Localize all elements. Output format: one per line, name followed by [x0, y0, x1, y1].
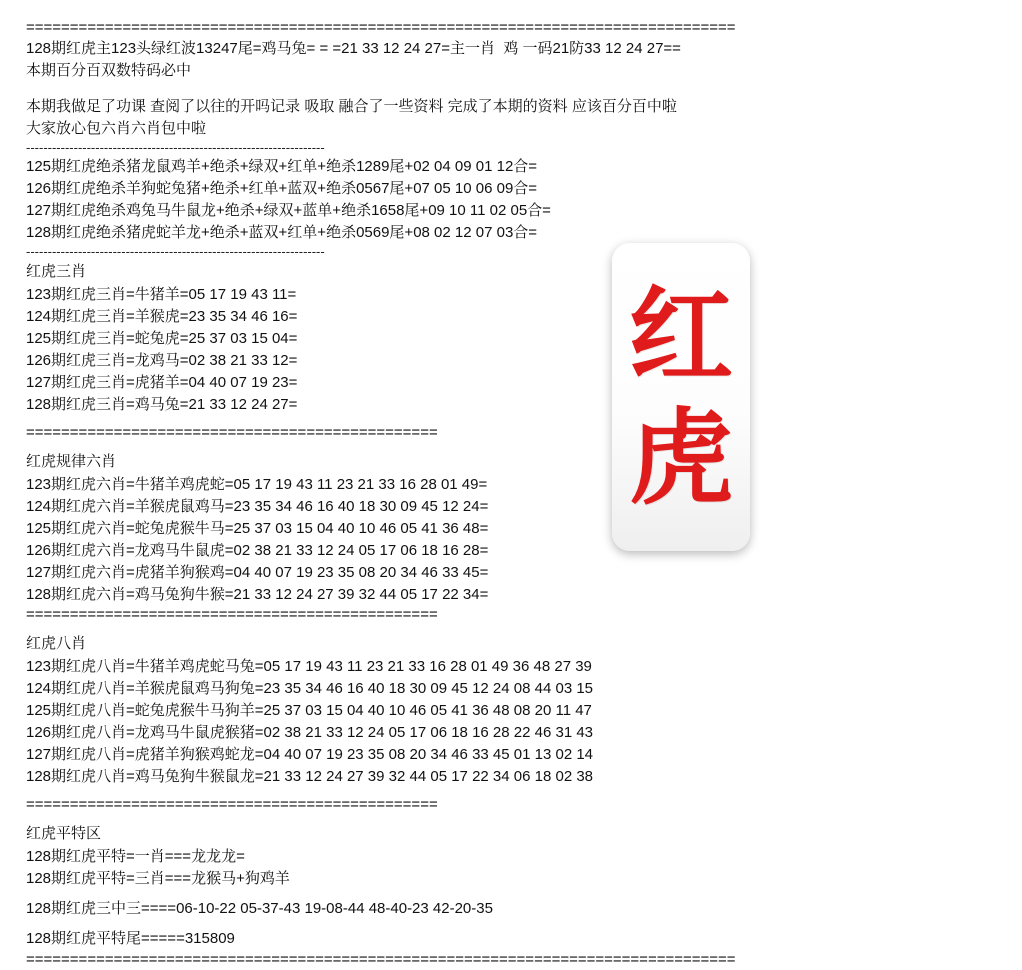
- sanxiao-row: 126期红虎三肖=龙鸡马=02 38 21 33 12=: [26, 352, 298, 369]
- subline: 本期百分百双数特码必中: [26, 62, 192, 79]
- section-title-sanxiao: 红虎三肖: [26, 263, 87, 280]
- divider-bottom: =================================================================================: [26, 951, 736, 968]
- liuxiao-row: 127期红虎六肖=虎猪羊狗猴鸡=04 40 07 19 23 35 08 20 34 46 33 45=: [26, 564, 489, 581]
- spacer-2: [26, 416, 1000, 424]
- dash-divider-2: ---------------------------------------------------------------------: [26, 244, 325, 259]
- sanxiao-row: 124期红虎三肖=羊猴虎=23 35 34 46 16=: [26, 308, 298, 325]
- liuxiao-row: 128期红虎六肖=鸡马兔狗牛猴=21 33 12 24 27 39 32 44 05 17 22 34=: [26, 586, 489, 603]
- spacer-7: [26, 890, 1000, 898]
- pingte-row: 128期红虎三中三====06-10-22 05-37-43 19-08-44 48-40-23 42-20-35: [26, 900, 493, 917]
- spacer-1: [26, 82, 1000, 96]
- baxiao-row: 124期红虎八肖=羊猴虎鼠鸡马狗兔=23 35 34 46 16 40 18 30 09 45 12 24 08 44 03 15: [26, 680, 594, 697]
- document-content: [26, 18, 1000, 970]
- intro-line-1: 本期我做足了功课 查阅了以往的开吗记录 吸取 融合了一些资料 完成了本期的资料 应该百分百中啦: [26, 98, 677, 115]
- liuxiao-row: 124期红虎六肖=羊猴虎鼠鸡马=23 35 34 46 16 40 18 30 09 45 12 24=: [26, 498, 489, 515]
- eq-divider-1: ===============================================: [26, 424, 438, 441]
- section-title-liuxiao: 红虎规律六肖: [26, 453, 117, 470]
- pingte-row: 128期红虎平特尾=====315809: [26, 930, 235, 947]
- juesha-row: 128期红虎绝杀猪虎蛇羊龙+绝杀+蓝双+红单+绝杀0569尾+08 02 12 07 03合=: [26, 224, 538, 241]
- juesha-row: 126期红虎绝杀羊狗蛇兔猪+绝杀+红单+蓝双+绝杀0567尾+07 05 10 06 09合=: [26, 180, 538, 197]
- headline: 128期红虎主123头绿红波13247尾=鸡马兔= = =21 33 12 24 27=主一肖 鸡 一码21防33 12 24 27==: [26, 40, 681, 57]
- liuxiao-row: 123期红虎六肖=牛猪羊鸡虎蛇=05 17 19 43 11 23 21 33 16 28 01 49=: [26, 476, 488, 493]
- divider-top: =================================================================================: [26, 19, 736, 36]
- badge-char-bottom: 虎: [628, 397, 733, 519]
- baxiao-row: 128期红虎八肖=鸡马兔狗牛猴鼠龙=21 33 12 24 27 39 32 44 05 17 22 34 06 18 02 38: [26, 768, 594, 785]
- spacer-4: [26, 624, 1000, 632]
- eq-divider-3: ===============================================: [26, 796, 438, 813]
- baxiao-row: 127期红虎八肖=虎猪羊狗猴鸡蛇龙=04 40 07 19 23 35 08 20 34 46 33 45 01 13 02 14: [26, 746, 594, 763]
- spacer-3: [26, 442, 1000, 450]
- section-title-pingte: 红虎平特区: [26, 825, 102, 842]
- intro-line-2: 大家放心包六肖六肖包中啦: [26, 120, 207, 137]
- baxiao-row: 125期红虎八肖=蛇兔虎猴牛马狗羊=25 37 03 15 04 40 10 46 05 41 36 48 08 20 11 47: [26, 702, 592, 719]
- baxiao-row: 126期红虎八肖=龙鸡马牛鼠虎猴猪=02 38 21 33 12 24 05 17 06 18 16 28 22 46 31 43: [26, 724, 594, 741]
- spacer-5: [26, 788, 1000, 796]
- baxiao-row: 123期红虎八肖=牛猪羊鸡虎蛇马兔=05 17 19 43 11 23 21 33 16 28 01 49 36 48 27 39: [26, 658, 592, 675]
- spacer-6: [26, 814, 1000, 822]
- sanxiao-row: 123期红虎三肖=牛猪羊=05 17 19 43 11=: [26, 286, 297, 303]
- dash-divider-1: ---------------------------------------------------------------------: [26, 140, 325, 155]
- liuxiao-row: 126期红虎六肖=龙鸡马牛鼠虎=02 38 21 33 12 24 05 17 06 18 16 28=: [26, 542, 489, 559]
- liuxiao-row: 125期红虎六肖=蛇兔虎猴牛马=25 37 03 15 04 40 10 46 05 41 36 48=: [26, 520, 489, 537]
- sanxiao-row: 125期红虎三肖=蛇兔虎=25 37 03 15 04=: [26, 330, 298, 347]
- section-title-baxiao: 红虎八肖: [26, 635, 87, 652]
- juesha-row: 125期红虎绝杀猪龙鼠鸡羊+绝杀+绿双+红单+绝杀1289尾+02 04 09 01 12合=: [26, 158, 538, 175]
- juesha-row: 127期红虎绝杀鸡兔马牛鼠龙+绝杀+绿双+蓝单+绝杀1658尾+09 10 11 02 05合=: [26, 202, 551, 219]
- eq-divider-2: ===============================================: [26, 606, 438, 623]
- pingte-row: 128期红虎平特=一肖===龙龙龙=: [26, 848, 245, 865]
- spacer-8: [26, 920, 1000, 928]
- pingte-row: 128期红虎平特=三肖===龙猴马+狗鸡羊: [26, 870, 290, 887]
- sanxiao-row: 128期红虎三肖=鸡马兔=21 33 12 24 27=: [26, 396, 298, 413]
- sanxiao-row: 127期红虎三肖=虎猪羊=04 40 07 19 23=: [26, 374, 298, 391]
- badge-char-top: 红: [628, 275, 733, 397]
